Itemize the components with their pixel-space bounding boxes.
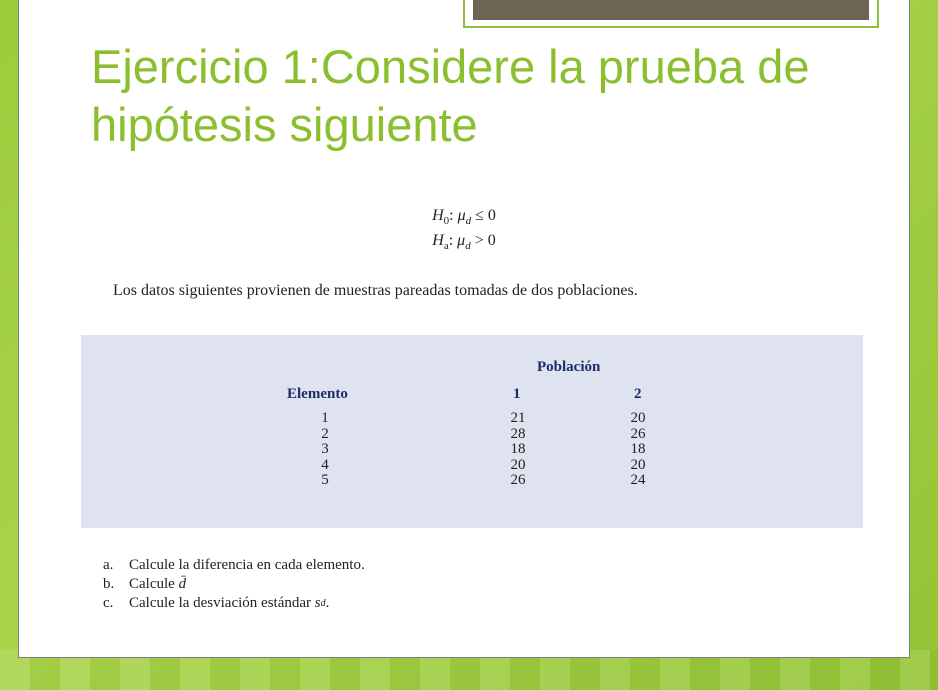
table-cell: 18 bbox=[510, 441, 526, 457]
group-header: Población bbox=[537, 359, 601, 375]
top-decorative-tab bbox=[463, 0, 879, 28]
list-item: a. Calcule la diferencia en cada elemento. bbox=[103, 557, 365, 573]
exercise-items bbox=[103, 556, 365, 613]
table-cell: 20 bbox=[510, 456, 526, 473]
null-hypothesis: $H_0$: $\mu_d \le 0$ bbox=[432, 207, 496, 228]
table-cell: 24 bbox=[630, 472, 646, 488]
table-cell: 20 bbox=[630, 456, 646, 473]
table-cell: 28 bbox=[510, 425, 526, 442]
table-cell: 20 bbox=[630, 410, 646, 426]
slide-title: Ejercicio 1:Considere la prueba de hipótesis siguiente bbox=[91, 40, 810, 151]
alternative-hypothesis: $H_a$: $\mu_d > 0$ bbox=[432, 232, 496, 253]
data-table bbox=[81, 335, 863, 528]
column-poblacion-2 bbox=[625, 411, 651, 489]
intro-text: Los datos siguientes provienen de muestras pareadas tomadas de dos poblaciones. bbox=[113, 282, 638, 299]
column-header-2: 2 bbox=[634, 386, 642, 402]
table-cell: 21 bbox=[510, 410, 526, 426]
table-cell: 4 bbox=[321, 456, 329, 473]
column-poblacion-1 bbox=[505, 411, 531, 489]
list-item: b. Calcule d̄ bbox=[103, 576, 187, 592]
table-cell: 3 bbox=[321, 441, 329, 457]
slide bbox=[18, 0, 910, 658]
list-item: c. Calcule la desviación estándar s d . bbox=[103, 595, 330, 611]
table-cell: 26 bbox=[510, 472, 526, 488]
table-cell: 26 bbox=[630, 425, 646, 442]
table-cell: 18 bbox=[630, 441, 646, 457]
top-decorative-bar bbox=[473, 0, 869, 20]
column-header-1: 1 bbox=[513, 386, 521, 402]
table-cell: 5 bbox=[321, 472, 329, 488]
column-elemento bbox=[315, 411, 335, 489]
column-header-elemento: Elemento bbox=[287, 386, 348, 402]
table-cell: 2 bbox=[321, 425, 329, 442]
table-cell: 1 bbox=[321, 410, 329, 426]
